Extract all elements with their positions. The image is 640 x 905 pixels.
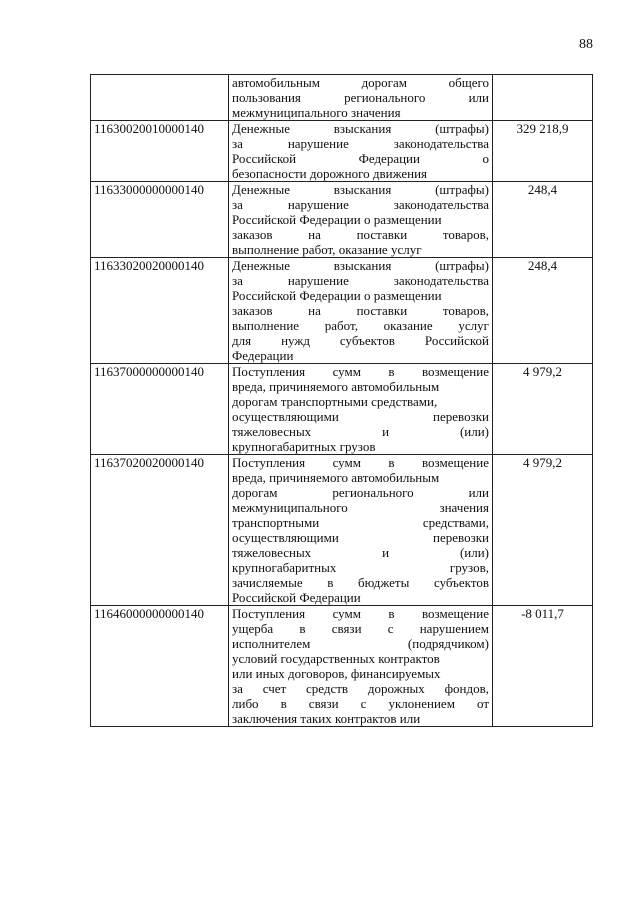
name-text-word: Денежные: [232, 258, 290, 273]
name-text-fragment: Российской Федерации о размещении: [232, 212, 442, 227]
name-text-word: межмуниципального: [232, 500, 348, 515]
name-text-word: или: [468, 485, 489, 500]
table-row: [91, 364, 593, 455]
name-text-word: фондов,: [444, 681, 489, 696]
name-text-word: перевозки: [433, 409, 489, 424]
name-text-word: для: [232, 333, 252, 348]
budget-code-cell: 11646000000000140: [91, 606, 229, 727]
name-text-word: за: [232, 197, 243, 212]
revenue-name-cell: [229, 258, 493, 364]
budget-table: [90, 74, 593, 727]
name-text-word: Поступления: [232, 364, 306, 379]
name-text-word: автомобильным: [232, 75, 320, 90]
name-text-word: товаров,: [442, 303, 489, 318]
name-text-word: за: [232, 681, 243, 696]
name-text-word: связи: [331, 621, 362, 636]
name-text-line: [232, 530, 489, 545]
name-text-line: [232, 681, 489, 696]
name-text-word: перевозки: [433, 530, 489, 545]
revenue-name-cell: [229, 455, 493, 606]
revenue-name-cell: [229, 364, 493, 455]
name-text-word: нужд: [281, 333, 310, 348]
amount-cell: 4 979,2: [493, 455, 593, 606]
name-text-word: зачисляемые: [232, 575, 303, 590]
name-text-word: в: [388, 455, 395, 470]
table-row: [91, 121, 593, 182]
name-text-line: [232, 379, 489, 394]
table-row: [91, 258, 593, 364]
name-text-line: [232, 424, 489, 439]
name-text-word: возмещение: [422, 455, 489, 470]
name-text-word: регионального: [344, 90, 426, 105]
name-text-word: Поступления: [232, 606, 306, 621]
name-text-fragment: Российской Федерации: [232, 590, 361, 605]
name-text-fragment: заключения таких контрактов или: [232, 711, 421, 726]
name-text-word: (или): [459, 545, 489, 560]
budget-code-cell: 11633000000000140: [91, 182, 229, 258]
name-text-line: [232, 575, 489, 590]
name-text-line: [232, 212, 489, 227]
name-text-fragment: или иных договоров, финансируемых: [232, 666, 441, 681]
name-text-word: уклонением: [388, 696, 455, 711]
name-text-line: [232, 75, 489, 90]
name-text-word: счет: [262, 681, 287, 696]
name-text-word: и: [382, 424, 390, 439]
name-text-line: [232, 166, 489, 181]
budget-code-cell: 11637000000000140: [91, 364, 229, 455]
name-text-line: [232, 560, 489, 575]
budget-code-cell: [91, 75, 229, 121]
name-text-word: ущерба: [232, 621, 274, 636]
name-text-fragment: межмуниципального значения: [232, 105, 401, 120]
name-text-line: [232, 485, 489, 500]
name-text-line: [232, 90, 489, 105]
name-text-word: осуществляющими: [232, 530, 339, 545]
name-text-word: законодательства: [393, 273, 489, 288]
name-text-word: возмещение: [422, 606, 489, 621]
name-text-line: [232, 197, 489, 212]
name-text-line: [232, 364, 489, 379]
name-text-word: в: [299, 621, 306, 636]
name-text-line: [232, 621, 489, 636]
budget-code-cell: 11637020020000140: [91, 455, 229, 606]
name-text-line: [232, 409, 489, 424]
name-text-word: заказов: [232, 227, 273, 242]
name-text-word: (штрафы): [435, 258, 489, 273]
name-text-word: (подрядчиком): [407, 636, 489, 651]
name-text-word: дорожных: [367, 681, 425, 696]
name-text-fragment: вреда, причиняемого автомобильным: [232, 470, 440, 485]
name-text-fragment: дорогам транспортными средствами,: [232, 394, 438, 409]
budget-table-body: [91, 75, 593, 727]
name-text-word: и: [382, 545, 390, 560]
name-text-line: [232, 651, 489, 666]
name-text-line: [232, 636, 489, 651]
name-text-word: за: [232, 136, 243, 151]
name-text-word: в: [327, 575, 334, 590]
name-text-word: Российской: [232, 151, 297, 166]
name-text-word: законодательства: [393, 136, 489, 151]
name-text-word: поставки: [356, 227, 408, 242]
name-text-word: исполнителем: [232, 636, 311, 651]
name-text-line: [232, 227, 489, 242]
revenue-name-cell: [229, 121, 493, 182]
name-text-word: заказов: [232, 303, 273, 318]
name-text-word: нарушение: [287, 197, 349, 212]
name-text-word: на: [308, 227, 321, 242]
name-text-fragment: вреда, причиняемого автомобильным: [232, 379, 440, 394]
name-text-line: [232, 121, 489, 136]
amount-cell: 248,4: [493, 182, 593, 258]
name-text-line: [232, 545, 489, 560]
name-text-word: Поступления: [232, 455, 306, 470]
table-row: [91, 75, 593, 121]
revenue-name-cell: [229, 75, 493, 121]
name-text-fragment: безопасности дорожного движения: [232, 166, 428, 181]
name-text-word: грузов,: [449, 560, 489, 575]
name-text-word: дорогам: [361, 75, 408, 90]
name-text-word: (штрафы): [435, 121, 489, 136]
name-text-fragment: Федерации: [232, 348, 294, 363]
name-text-word: в: [388, 364, 395, 379]
name-text-word: транспортными: [232, 515, 320, 530]
name-text-line: [232, 500, 489, 515]
name-text-word: возмещение: [422, 364, 489, 379]
name-text-word: в: [280, 696, 287, 711]
name-text-line: [232, 394, 489, 409]
name-text-word: с: [387, 621, 394, 636]
page-number: 88: [579, 37, 593, 52]
name-text-line: [232, 182, 489, 197]
name-text-word: бюджеты: [358, 575, 410, 590]
name-text-word: (штрафы): [435, 182, 489, 197]
amount-cell: 248,4: [493, 258, 593, 364]
name-text-word: крупногабаритных: [232, 560, 337, 575]
name-text-word: нарушение: [287, 273, 349, 288]
name-text-line: [232, 696, 489, 711]
name-text-line: [232, 515, 489, 530]
name-text-line: [232, 318, 489, 333]
name-text-word: нарушение: [287, 136, 349, 151]
name-text-word: субъектов: [339, 333, 395, 348]
name-text-word: Денежные: [232, 121, 290, 136]
name-text-word: нарушением: [419, 621, 489, 636]
name-text-line: [232, 242, 489, 257]
name-text-line: [232, 303, 489, 318]
name-text-word: или: [468, 90, 489, 105]
name-text-line: [232, 666, 489, 681]
name-text-word: общего: [448, 75, 489, 90]
name-text-word: связи: [308, 696, 339, 711]
amount-cell: 4 979,2: [493, 364, 593, 455]
name-text-word: от: [476, 696, 489, 711]
name-text-word: пользования: [232, 90, 301, 105]
name-text-word: регионального: [332, 485, 414, 500]
name-text-line: [232, 105, 489, 120]
name-text-line: [232, 606, 489, 621]
name-text-line: [232, 711, 489, 726]
name-text-line: [232, 455, 489, 470]
revenue-name-cell: [229, 182, 493, 258]
table-row: [91, 455, 593, 606]
name-text-word: тяжеловесных: [232, 545, 312, 560]
name-text-word: с: [360, 696, 367, 711]
name-text-word: дорогам: [232, 485, 278, 500]
name-text-fragment: выполнение работ, оказание услуг: [232, 242, 422, 257]
name-text-word: осуществляющими: [232, 409, 339, 424]
name-text-line: [232, 151, 489, 166]
name-text-word: услуг: [458, 318, 489, 333]
name-text-line: [232, 288, 489, 303]
name-text-word: Денежные: [232, 182, 290, 197]
name-text-word: выполнение: [232, 318, 300, 333]
name-text-fragment: условий государственных контрактов: [232, 651, 440, 666]
name-text-word: субъектов: [433, 575, 489, 590]
amount-cell: -8 011,7: [493, 606, 593, 727]
name-text-word: на: [308, 303, 321, 318]
name-text-word: Российской: [424, 333, 489, 348]
name-text-line: [232, 439, 489, 454]
name-text-line: [232, 258, 489, 273]
name-text-line: [232, 348, 489, 363]
name-text-word: товаров,: [442, 227, 489, 242]
revenue-name-cell: [229, 606, 493, 727]
table-row: [91, 182, 593, 258]
amount-cell: 329 218,9: [493, 121, 593, 182]
name-text-fragment: крупногабаритных грузов: [232, 439, 376, 454]
budget-code-cell: 11633020020000140: [91, 258, 229, 364]
name-text-word: взыскания: [333, 258, 392, 273]
name-text-fragment: Российской Федерации о размещении: [232, 288, 442, 303]
name-text-word: о: [482, 151, 489, 166]
name-text-word: сумм: [332, 606, 361, 621]
amount-cell: [493, 75, 593, 121]
name-text-line: [232, 273, 489, 288]
name-text-word: законодательства: [393, 197, 489, 212]
name-text-word: (или): [459, 424, 489, 439]
name-text-word: взыскания: [333, 121, 392, 136]
name-text-line: [232, 333, 489, 348]
name-text-word: поставки: [356, 303, 408, 318]
name-text-line: [232, 590, 489, 605]
budget-code-cell: 11630020010000140: [91, 121, 229, 182]
name-text-word: либо: [232, 696, 259, 711]
name-text-word: взыскания: [333, 182, 392, 197]
name-text-word: сумм: [332, 364, 361, 379]
name-text-word: Федерации: [358, 151, 420, 166]
name-text-word: значения: [439, 500, 489, 515]
name-text-word: работ,: [324, 318, 358, 333]
name-text-word: за: [232, 273, 243, 288]
name-text-word: тяжеловесных: [232, 424, 312, 439]
name-text-word: в: [388, 606, 395, 621]
name-text-word: средств: [305, 681, 349, 696]
table-row: [91, 606, 593, 727]
name-text-line: [232, 470, 489, 485]
name-text-word: оказание: [383, 318, 433, 333]
name-text-line: [232, 136, 489, 151]
name-text-word: средствами,: [422, 515, 489, 530]
name-text-word: сумм: [332, 455, 361, 470]
